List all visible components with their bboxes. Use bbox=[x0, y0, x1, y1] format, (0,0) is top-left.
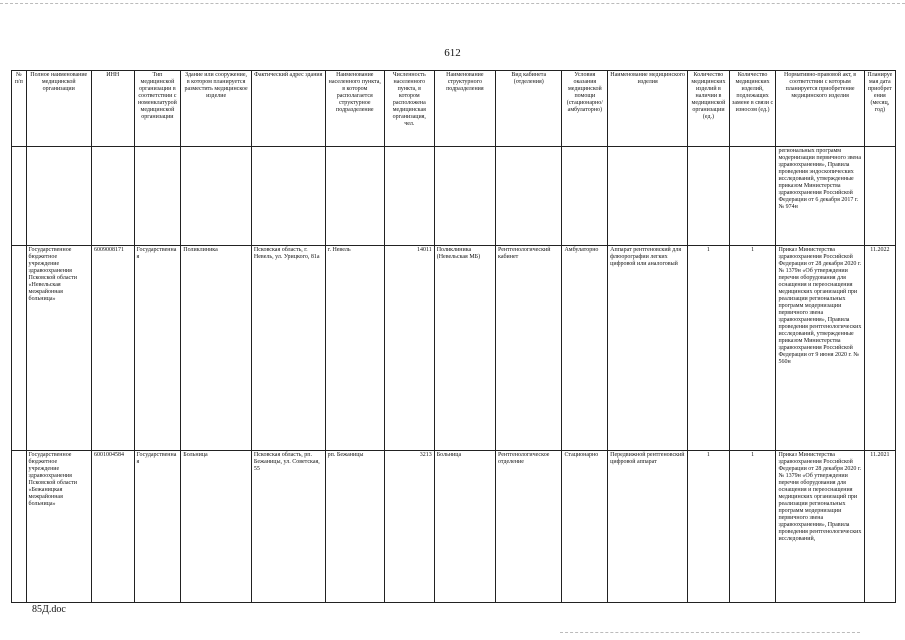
cell-conditions: Стационарно bbox=[562, 451, 608, 603]
cell-org: Государственное бюджетное учреждение здравоохранения Псковской области «Невельская межрайонная больница» bbox=[26, 246, 91, 451]
scan-edge-bottom bbox=[560, 632, 860, 634]
header-date: Планируемая дата приобретения (месяц, год) bbox=[864, 71, 895, 147]
cell-date: 11.2022 bbox=[864, 246, 895, 451]
cell-qty-replace: 1 bbox=[729, 246, 776, 451]
header-device: Наименование медицинского изделия bbox=[608, 71, 688, 147]
header-unit: Наименование структурного подразделения bbox=[434, 71, 495, 147]
cell-address: Псковская область, рп. Бежаницы, ул. Советская, 55 bbox=[251, 451, 325, 603]
header-qty-replace: Количество медицинских изделий, подлежащих замене в связи с износом (ед.) bbox=[729, 71, 776, 147]
header-type: Тип медицинской организации в соответствии с номенклатурой медицинской организации bbox=[134, 71, 181, 147]
cell-qty-have: 1 bbox=[688, 246, 730, 451]
header-population: Численность населенного пункта, в котором расположена медицинская организация, чел. bbox=[384, 71, 434, 147]
cell-conditions: Амбулаторно bbox=[562, 246, 608, 451]
cell-org: Государственное бюджетное учреждение здравоохранения Псковской области «Бежаницкая межрайонная больница» bbox=[26, 451, 91, 603]
cell-type: Государственная bbox=[134, 246, 181, 451]
cell-population: 3213 bbox=[384, 451, 434, 603]
cell-cabinet: Рентгенологический кабинет bbox=[496, 246, 562, 451]
header-locality: Наименование населенного пункта, в котором располагается структурное подразделение bbox=[325, 71, 384, 147]
cell-num bbox=[12, 451, 27, 603]
cell-device: Аппарат рентгеновский для флюорографии легких цифровой или аналоговый bbox=[608, 246, 688, 451]
cell-address: Псковская область, г. Невель, ул. Урицкого, 81а bbox=[251, 246, 325, 451]
cell-act: Приказ Министерства здравоохранения Российской Федерации от 28 декабря 2020 г. № 1379н «Об утверждении перечня оборудования для оснащения и переоснащения медицинских организаций при реализации региональных программ модернизации первичного звена здравоохранения», Правила проведения рентгенологических исследований, утвержденные приказом Министерства здравоохранения Российской Федерации от 9 июня 2020 г. № 560н bbox=[776, 246, 864, 451]
table-header-row bbox=[12, 71, 896, 147]
cell-building: Поликлиника bbox=[181, 246, 252, 451]
header-cabinet: Вид кабинета (отделения) bbox=[496, 71, 562, 147]
cell-act: региональных программ модернизации первичного звена здравоохранения», Правила проведения эндоскопических исследований, утвержденные приказом Министерства здравоохранения Российской Федерации от 6 декабря 2017 г. № 974н bbox=[776, 147, 864, 246]
table-row bbox=[12, 451, 896, 603]
cell-device: Передвижной рентгеновский цифровой аппарат bbox=[608, 451, 688, 603]
cell-type: Государственная bbox=[134, 451, 181, 603]
cell-num bbox=[12, 246, 27, 451]
cell-population: 14011 bbox=[384, 246, 434, 451]
header-num: № п/п bbox=[12, 71, 27, 147]
cell-qty-replace: 1 bbox=[729, 451, 776, 603]
header-org: Полное наименование медицинской организации bbox=[26, 71, 91, 147]
scan-edge-top bbox=[0, 3, 905, 5]
header-act: Нормативно-правовой акт, в соответствии с которым планируется приобретение медицинского изделия bbox=[776, 71, 864, 147]
page-number: 612 bbox=[444, 47, 461, 59]
header-address: Фактический адрес здания bbox=[251, 71, 325, 147]
cell-locality: рп. Бежаницы bbox=[325, 451, 384, 603]
table-row bbox=[12, 246, 896, 451]
cell-inn: 6009008171 bbox=[91, 246, 134, 451]
header-building: Здание или сооружение, в котором планируется разместить медицинское изделие bbox=[181, 71, 252, 147]
cell-qty-have: 1 bbox=[688, 451, 730, 603]
cell-unit: Больница bbox=[434, 451, 495, 603]
equipment-table bbox=[11, 70, 896, 603]
cell-date: 11.2021 bbox=[864, 451, 895, 603]
table-row-continuation bbox=[12, 147, 896, 246]
header-inn: ИНН bbox=[91, 71, 134, 147]
header-conditions: Условия оказания медицинской помощи (стационарно/амбулаторно) bbox=[562, 71, 608, 147]
cell-locality: г. Невель bbox=[325, 246, 384, 451]
cell-building: Больница bbox=[181, 451, 252, 603]
file-name-footer: 85Д.doc bbox=[32, 604, 66, 615]
cell-inn: 6001004584 bbox=[91, 451, 134, 603]
cell-act: Приказ Министерства здравоохранения Российской Федерации от 28 декабря 2020 г. № 1379н «Об утверждении перечня оборудования для оснащения и переоснащения медицинских организаций при реализации региональных программ модернизации первичного звена здравоохранения», Правила проведения рентгенологических исследований, bbox=[776, 451, 864, 603]
header-qty-have: Количество медицинских изделий в наличии в медицинской организации (ед.) bbox=[688, 71, 730, 147]
cell-unit: Поликлиника (Невельская МБ) bbox=[434, 246, 495, 451]
cell-cabinet: Рентгенологическое отделение bbox=[496, 451, 562, 603]
